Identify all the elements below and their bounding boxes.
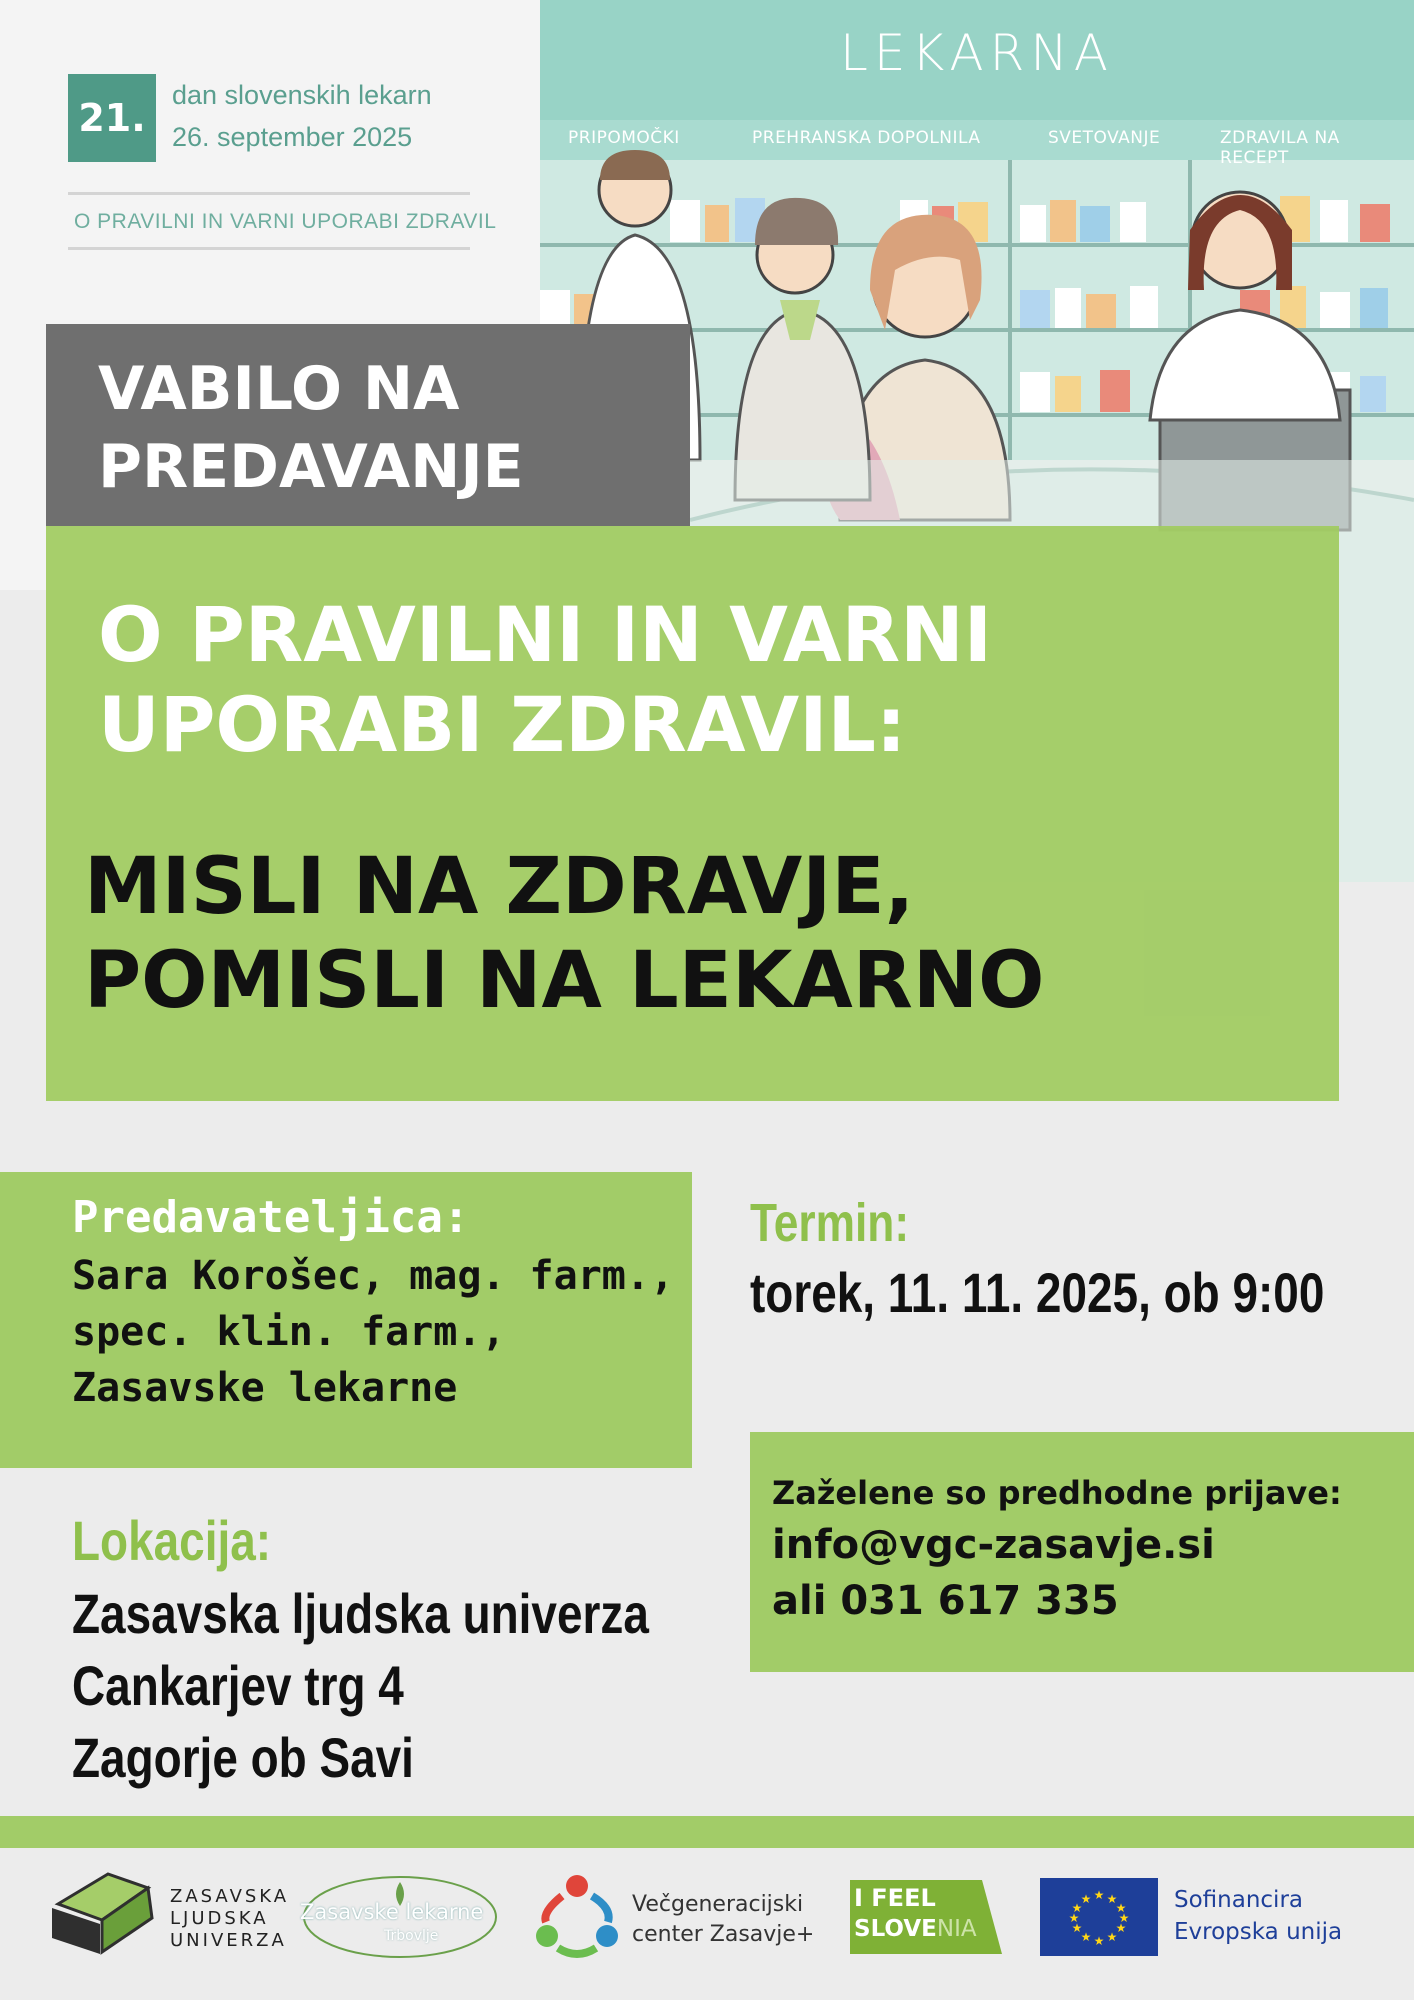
location-city: Zagorje ob Savi: [72, 1726, 414, 1789]
location-address: [72, 1578, 649, 1794]
svg-text:★: ★: [1080, 1930, 1092, 1944]
svg-text:★: ★: [1118, 1911, 1130, 1925]
svg-text:★: ★: [1106, 1892, 1118, 1906]
svg-text:★: ★: [1071, 1921, 1083, 1935]
svg-text:★: ★: [1080, 1892, 1092, 1906]
svg-text:★: ★: [1093, 1888, 1105, 1902]
registration-phone[interactable]: ali 031 617 335: [772, 1578, 1119, 1624]
zasavske-lekarne-sub: Trbovlje: [384, 1928, 439, 1944]
eu-funding-text: [1174, 1884, 1342, 1948]
lecture-slogan-line1: MISLI NA ZDRAVJE,: [84, 842, 915, 932]
lecture-title-line1: O PRAVILNI IN VARNI: [98, 590, 993, 679]
lecture-slogan: [84, 840, 1044, 1028]
vgc-line1: Večgeneracijski: [632, 1892, 804, 1917]
pharmacy-sign: LEKARNA: [840, 24, 1114, 82]
svg-text:★: ★: [1115, 1901, 1127, 1915]
shelf-label-advice: SVETOVANJE: [1048, 128, 1161, 148]
svg-text:★: ★: [1093, 1934, 1105, 1948]
shelf-label-prescription: ZDRAVILA NA RECEPT: [1220, 128, 1340, 168]
location-street: Cankarjev trg 4: [72, 1654, 404, 1717]
svg-text:★: ★: [1115, 1921, 1127, 1935]
term-value: torek, 11. 11. 2025, ob 9:00: [750, 1261, 1325, 1324]
shelf-label-supplements: PREHRANSKA DOPOLNILA: [752, 128, 981, 148]
invitation-heading-line2: PREDAVANJE: [98, 432, 524, 502]
invitation-heading: [98, 350, 524, 506]
footer-bar: [0, 1816, 1414, 1848]
divider: [68, 192, 470, 195]
lecturer-details: [72, 1248, 674, 1416]
lecturer-title: spec. klin. farm.,: [72, 1309, 506, 1355]
eu-line1: Sofinancira: [1174, 1887, 1303, 1913]
shelf-label-devices: PRIPOMOČKI: [568, 128, 680, 148]
event-number-badge: 21.: [68, 74, 156, 162]
lecture-title-line2: UPORABI ZDRAVIL:: [98, 680, 907, 769]
i-feel-slovenia-logo: [850, 1880, 1002, 1954]
eu-flag-icon: [1040, 1878, 1158, 1956]
book-logo-icon: [48, 1868, 160, 1958]
zlu-line2: LJUDSKA: [170, 1908, 269, 1929]
vgc-line2: center Zasavje+: [632, 1922, 815, 1947]
event-name: dan slovenskih lekarn: [172, 80, 432, 110]
term-label: Termin:: [750, 1193, 910, 1253]
invitation-heading-line1: VABILO NA: [98, 354, 460, 424]
location-label: Lokacija:: [72, 1509, 272, 1572]
event-date: 26. september 2025: [172, 122, 413, 152]
zasavske-lekarne-name: Zasavske lekarne: [300, 1900, 484, 1924]
vgc-logo-text: [632, 1890, 814, 1950]
vgc-logo-icon: [532, 1872, 622, 1962]
slovenia-text: [854, 1916, 977, 1942]
svg-text:★: ★: [1068, 1911, 1080, 1925]
lecturer-name: Sara Korošec, mag. farm.,: [72, 1253, 675, 1299]
zlu-logo-text: [170, 1886, 289, 1952]
lecture-slogan-line2: POMISLI NA LEKARNO: [84, 936, 1045, 1026]
eu-stars-icon: [1040, 1878, 1158, 1956]
i-feel-text: I FEEL: [854, 1884, 936, 1912]
location-venue: Zasavska ljudska univerza: [72, 1582, 649, 1645]
lecturer-label: Predavateljica:: [72, 1192, 470, 1243]
svg-text:★: ★: [1071, 1901, 1083, 1915]
svg-text:★: ★: [1106, 1930, 1118, 1944]
divider: [68, 247, 470, 250]
zlu-line1: ZASAVSKA: [170, 1886, 290, 1907]
slovenia-text-part2: NIA: [936, 1916, 977, 1942]
event-subtitle: O PRAVILNI IN VARNI UPORABI ZDRAVIL: [74, 210, 497, 233]
lecture-title: [98, 590, 992, 770]
registration-email[interactable]: info@vgc-zasavje.si: [772, 1522, 1215, 1568]
slovenia-text-part1: SLOVE: [854, 1916, 937, 1942]
zlu-line3: UNIVERZA: [170, 1930, 287, 1951]
lecturer-organization: Zasavske lekarne: [72, 1365, 458, 1411]
eu-line2: Evropska unija: [1174, 1919, 1343, 1945]
registration-note: Zaželene so predhodne prijave:: [772, 1474, 1342, 1512]
